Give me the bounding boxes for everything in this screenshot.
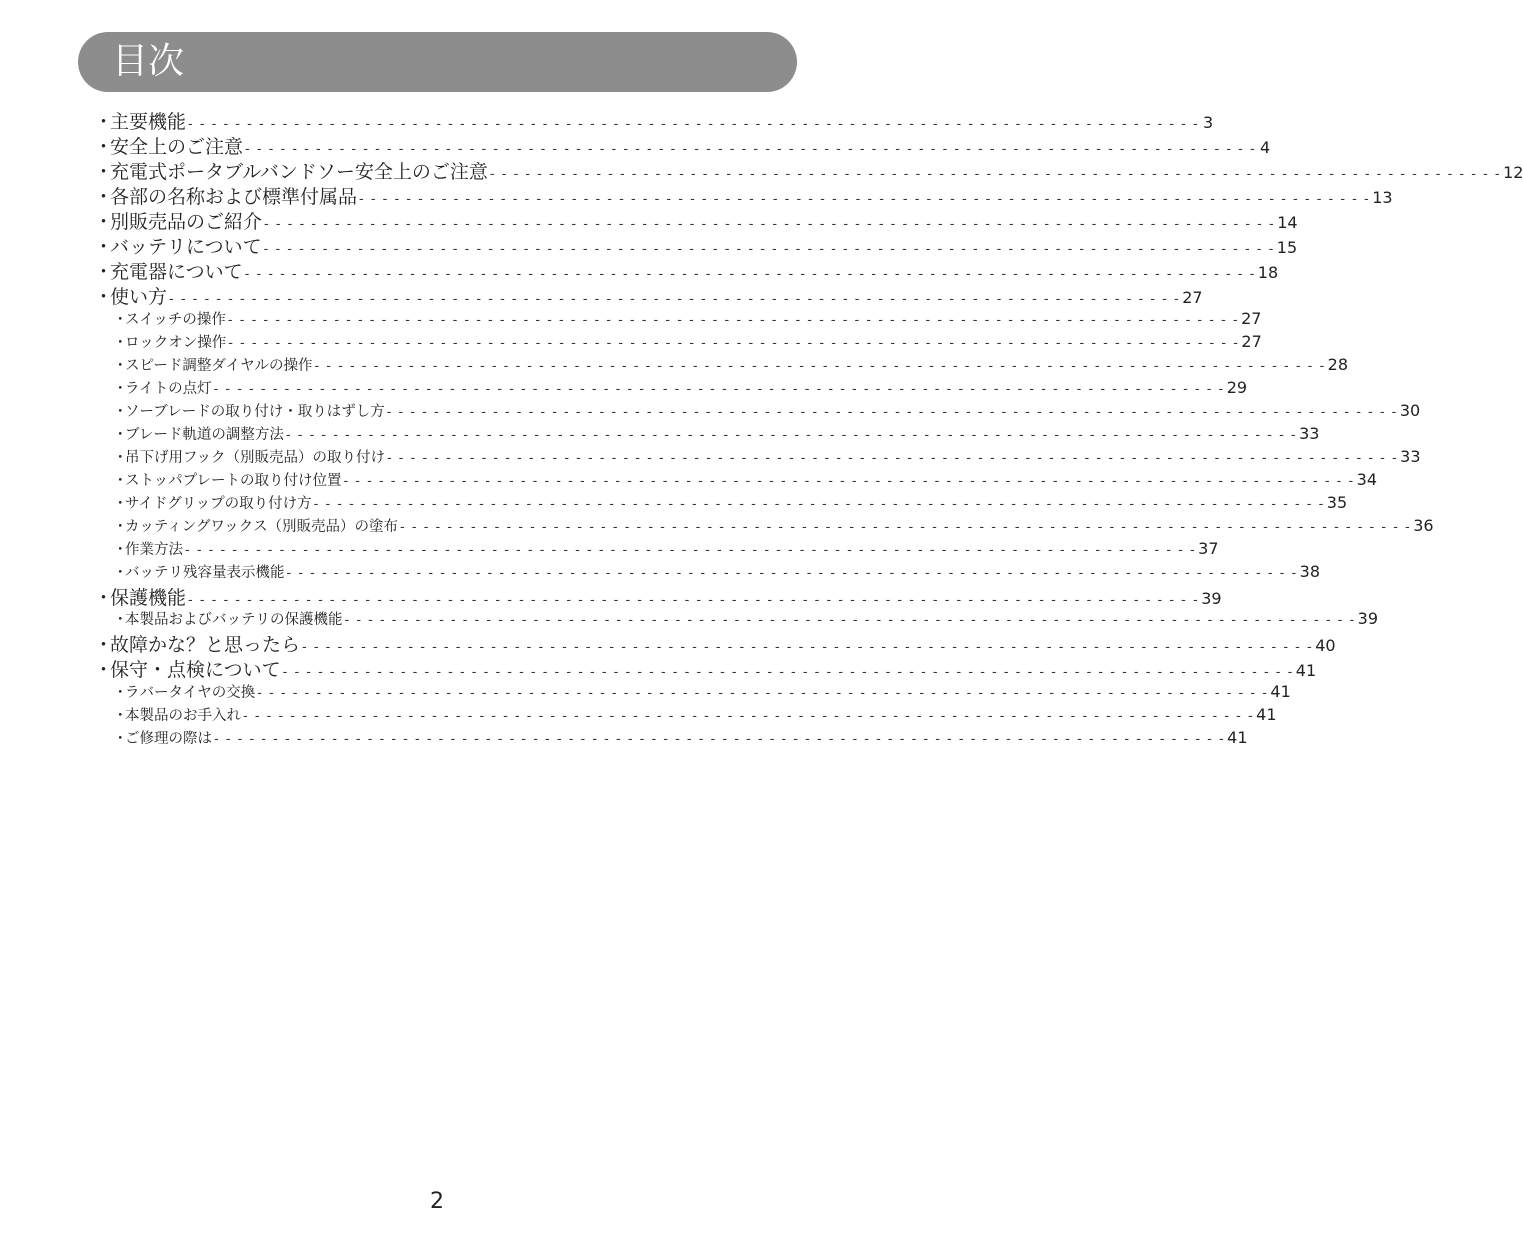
toc-bullet: ・	[94, 286, 114, 308]
toc-entry[interactable]	[113, 470, 1378, 490]
toc-page-number: 38	[1299, 562, 1321, 581]
toc-entry[interactable]	[113, 705, 1277, 725]
toc-bullet: ・	[113, 450, 128, 466]
toc-bullet: ・	[113, 335, 128, 351]
toc-bullet: ・	[113, 381, 128, 397]
toc-page-number: 36	[1413, 516, 1434, 535]
toc-leader-dots: - - - - - - - - - - - - - - - - - - - - - - - - - - - - - - - - - - - - - - - - - - - - - - - - - - - - - - - - - - - - - - - - - - - - - - - - - - - - - - - - - - - - - -	[185, 543, 1197, 558]
toc-bullet: ・	[94, 161, 114, 183]
toc-entry[interactable]	[113, 562, 1321, 582]
toc-leader-dots: - - - - - - - - - - - - - - - - - - - - - - - - - - - - - - - - - - - - - - - - - - - - - - - - - - - - - - - - - - - - - - - - - - - - - - - - - - - - - - - - - - - - - -	[257, 686, 1269, 701]
toc-leader-dots: - - - - - - - - - - - - - - - - - - - - - - - - - - - - - - - - - - - - - - - - - - - - - - - - - - - - - - - - - - - - - - - - - - - - - - - - - - - - - - - - - - - - - -	[214, 732, 1226, 747]
toc-entry[interactable]	[113, 378, 1248, 398]
toc-bullet: ・	[113, 731, 128, 747]
toc-entry[interactable]	[94, 110, 1214, 134]
toc-bullet: ・	[113, 312, 128, 328]
toc-page-number: 4	[1260, 138, 1271, 157]
toc-page-number: 30	[1399, 401, 1421, 420]
toc-label: 保護機能	[110, 587, 187, 609]
toc-label: ブレード軌道の調整方法	[125, 427, 284, 443]
toc-leader-dots: - - - - - - - - - - - - - - - - - - - - - - - - - - - - - - - - - - - - - - - - - - - - - - - - - - - - - - - - - - - - - - - - - - - - - - - - - - - - - - - - - - - - - -	[243, 709, 1255, 724]
toc-label: 故障かな？と思ったら	[110, 634, 301, 656]
toc-leader-dots: - - - - - - - - - - - - - - - - - - - - - - - - - - - - - - - - - - - - - - - - - - - - - - - - - - - - - - - - - - - - - - - - - - - - - - - - - - - - - - - - - - - - - -	[313, 497, 1325, 512]
toc-label: カッティングワックス（別販売品）の塗布	[125, 519, 399, 535]
toc-entry[interactable]	[94, 235, 1298, 259]
toc-bullet: ・	[113, 708, 128, 724]
toc-page-number: 35	[1326, 493, 1348, 512]
toc-leader-dots: - - - - - - - - - - - - - - - - - - - - - - - - - - - - - - - - - - - - - - - - - - - - - - - - - - - - - - - - - - - - - - - - - - - - - - - - - - - - - - - - - - - - - -	[188, 117, 1200, 132]
toc-entry[interactable]	[113, 539, 1219, 559]
toc-page-number: 41	[1256, 705, 1277, 724]
toc-bullet: ・	[113, 612, 128, 628]
toc-label: 本製品およびバッテリの保護機能	[125, 612, 343, 628]
toc-label: 充電器について	[110, 261, 243, 283]
header-bar	[78, 32, 797, 92]
toc-entry[interactable]	[94, 135, 1271, 159]
toc-page-number: 14	[1277, 213, 1298, 232]
toc-bullet: ・	[94, 261, 114, 283]
toc-entry[interactable]	[113, 516, 1434, 536]
toc-label: ストッパプレートの取り付け位置	[125, 473, 342, 489]
toc-bullet: ・	[113, 404, 128, 420]
toc-bullet: ・	[113, 685, 128, 701]
toc-leader-dots: - - - - - - - - - - - - - - - - - - - - - - - - - - - - - - - - - - - - - - - - - - - - - - - - - - - - - - - - - - - - - - - - - - - - - - - - - - - - - - - - - - - - - -	[400, 520, 1412, 535]
toc-entry[interactable]	[113, 447, 1421, 467]
toc-leader-dots: - - - - - - - - - - - - - - - - - - - - - - - - - - - - - - - - - - - - - - - - - - - - - - - - - - - - - - - - - - - - - - - - - - - - - - - - - - - - - - - - - - - - - -	[188, 593, 1200, 608]
toc-entry[interactable]	[113, 493, 1348, 513]
toc-bullet: ・	[113, 519, 128, 535]
toc-entry[interactable]	[113, 609, 1379, 629]
toc-bullet: ・	[113, 496, 128, 512]
toc-page-number: 39	[1201, 589, 1222, 608]
toc-label: 使い方	[110, 286, 168, 308]
toc-page-number: 41	[1295, 661, 1317, 680]
toc-entry[interactable]	[113, 332, 1262, 352]
toc-page-number: 40	[1315, 636, 1336, 655]
toc-page-number: 33	[1400, 447, 1421, 466]
toc-entry[interactable]	[113, 355, 1349, 375]
toc-page-number: 18	[1257, 263, 1279, 282]
toc-leader-dots: - - - - - - - - - - - - - - - - - - - - - - - - - - - - - - - - - - - - - - - - - - - - - - - - - - - - - - - - - - - - - - - - - - - - - - - - - - - - - - - - - - - - - -	[263, 242, 1275, 257]
toc-entry[interactable]	[94, 633, 1336, 657]
toc-bullet: ・	[113, 473, 128, 489]
page-title: 目次	[112, 41, 185, 82]
toc-page-number: 41	[1227, 728, 1248, 747]
toc-label: サイドグリップの取り付け方	[125, 496, 312, 512]
toc-page-number: 27	[1241, 332, 1262, 351]
toc-label: ロックオン操作	[125, 335, 227, 351]
toc-page-number: 34	[1356, 470, 1378, 489]
toc-leader-dots: - - - - - - - - - - - - - - - - - - - - - - - - - - - - - - - - - - - - - - - - - - - - - - - - - - - - - - - - - - - - - - - - - - - - - - - - - - - - - - - - - - - - - -	[245, 142, 1257, 157]
toc-label: ご修理の際は	[125, 731, 212, 747]
toc-leader-dots: - - - - - - - - - - - - - - - - - - - - - - - - - - - - - - - - - - - - - - - - - - - - - - - - - - - - - - - - - - - - - - - - - - - - - - - - - - - - - - - - - - - - - -	[227, 313, 1240, 328]
toc-page-number: 3	[1203, 113, 1214, 132]
toc-leader-dots: - - - - - - - - - - - - - - - - - - - - - - - - - - - - - - - - - - - - - - - - - - - - - - - - - - - - - - - - - - - - - - - - - - - - - - - - - - - - - - - - - - - - - -	[285, 428, 1298, 443]
toc-entry[interactable]	[113, 309, 1262, 329]
toc-leader-dots: - - - - - - - - - - - - - - - - - - - - - - - - - - - - - - - - - - - - - - - - - - - - - - - - - - - - - - - - - - - - - - - - - - - - - - - - - - - - - - - - - - - - - -	[343, 474, 1355, 489]
toc-label: スイッチの操作	[125, 312, 226, 328]
toc-leader-dots: - - - - - - - - - - - - - - - - - - - - - - - - - - - - - - - - - - - - - - - - - - - - - - - - - - - - - - - - - - - - - - - - - - - - - - - - - - - - - - - - - - - - - -	[244, 267, 1256, 282]
toc-label: バッテリ残容量表示機能	[125, 565, 285, 581]
toc-label: スピード調整ダイヤルの操作	[125, 358, 313, 374]
toc-entry[interactable]	[113, 682, 1291, 702]
toc-bullet: ・	[94, 634, 114, 656]
toc-entry[interactable]	[94, 210, 1298, 234]
toc-page-number: 12	[1503, 163, 1523, 182]
toc-page-number: 33	[1299, 424, 1320, 443]
toc-bullet: ・	[94, 136, 114, 158]
toc-entry[interactable]	[113, 728, 1248, 748]
toc-entry[interactable]	[113, 424, 1320, 444]
toc-entry[interactable]	[94, 586, 1222, 610]
toc-bullet: ・	[113, 358, 128, 374]
toc-leader-dots: - - - - - - - - - - - - - - - - - - - - - - - - - - - - - - - - - - - - - - - - - - - - - - - - - - - - - - - - - - - - - - - - - - - - - - - - - - - - - - - - - - - - - -	[213, 382, 1225, 397]
toc-leader-dots: - - - - - - - - - - - - - - - - - - - - - - - - - - - - - - - - - - - - - - - - - - - - - - - - - - - - - - - - - - - - - - - - - - - - - - - - - - - - - - - - - - - - - -	[386, 405, 1398, 420]
toc-page-number: 41	[1270, 682, 1291, 701]
toc-leader-dots: - - - - - - - - - - - - - - - - - - - - - - - - - - - - - - - - - - - - - - - - - - - - - - - - - - - - - - - - - - - - - - - - - - - - - - - - - - - - - - - - - - - - - -	[286, 566, 1298, 581]
toc-bullet: ・	[94, 587, 114, 609]
toc-label: 安全上のご注意	[110, 136, 244, 158]
toc-page-number: 27	[1182, 288, 1203, 307]
toc-page-number: 27	[1241, 309, 1262, 328]
toc-leader-dots: - - - - - - - - - - - - - - - - - - - - - - - - - - - - - - - - - - - - - - - - - - - - - - - - - - - - - - - - - - - - - - - - - - - - - - - - - - - - - - - - - - - - - -	[386, 451, 1399, 466]
toc-entry[interactable]	[94, 260, 1279, 284]
toc-label: ラバータイヤの交換	[125, 685, 256, 701]
toc-bullet: ・	[94, 211, 114, 233]
toc-bullet: ・	[94, 236, 114, 258]
toc-page-number: 29	[1226, 378, 1248, 397]
toc-leader-dots: - - - - - - - - - - - - - - - - - - - - - - - - - - - - - - - - - - - - - - - - - - - - - - - - - - - - - - - - - - - - - - - - - - - - - - - - - - - - - - - - - - - - - -	[282, 665, 1294, 680]
toc-label: 別販売品のご紹介	[110, 211, 263, 233]
toc-bullet: ・	[113, 542, 128, 558]
toc-bullet: ・	[94, 659, 114, 681]
toc-leader-dots: - - - - - - - - - - - - - - - - - - - - - - - - - - - - - - - - - - - - - - - - - - - - - - - - - - - - - - - - - - - - - - - - - - - - - - - - - - - - - - - - - - - - - -	[228, 336, 1240, 351]
toc-leader-dots: - - - - - - - - - - - - - - - - - - - - - - - - - - - - - - - - - - - - - - - - - - - - - - - - - - - - - - - - - - - - - - - - - - - - - - - - - - - - - - - - - - - - - -	[344, 613, 1356, 628]
toc-label: バッテリについて	[110, 236, 262, 258]
toc-label: 作業方法	[125, 542, 183, 558]
toc-leader-dots: - - - - - - - - - - - - - - - - - - - - - - - - - - - - - - - - - - - - - - - - - - - - - - - - - - - - - - - - - - - - - - - - - - - - - - - - - - - - - - - - - - - - - -	[169, 292, 1181, 307]
toc-page-number: 37	[1198, 539, 1219, 558]
toc-bullet: ・	[94, 111, 114, 133]
toc-entry[interactable]	[94, 160, 1523, 184]
toc-leader-dots: - - - - - - - - - - - - - - - - - - - - - - - - - - - - - - - - - - - - - - - - - - - - - - - - - - - - - - - - - - - - - - - - - - - - - - - - - - - - - - - - - - - - - -	[489, 167, 1502, 182]
toc-label: ライトの点灯	[125, 381, 212, 397]
page-number: 2	[430, 1189, 444, 1214]
toc-label: 保守・点検について	[110, 659, 281, 681]
toc-bullet: ・	[113, 565, 128, 581]
toc-label: ソーブレードの取り付け・取りはずし方	[125, 404, 385, 420]
toc-page-number: 15	[1276, 238, 1298, 257]
toc-leader-dots: - - - - - - - - - - - - - - - - - - - - - - - - - - - - - - - - - - - - - - - - - - - - - - - - - - - - - - - - - - - - - - - - - - - - - - - - - - - - - - - - - - - - - -	[302, 640, 1314, 655]
toc-leader-dots: - - - - - - - - - - - - - - - - - - - - - - - - - - - - - - - - - - - - - - - - - - - - - - - - - - - - - - - - - - - - - - - - - - - - - - - - - - - - - - - - - - - - - -	[314, 359, 1326, 374]
toc-page-number: 13	[1372, 188, 1393, 207]
toc-entry[interactable]	[113, 401, 1421, 421]
toc-leader-dots: - - - - - - - - - - - - - - - - - - - - - - - - - - - - - - - - - - - - - - - - - - - - - - - - - - - - - - - - - - - - - - - - - - - - - - - - - - - - - - - - - - - - - -	[359, 192, 1371, 207]
toc-entry[interactable]	[94, 658, 1317, 682]
toc-page-number: 39	[1357, 609, 1379, 628]
toc-bullet: ・	[94, 186, 114, 208]
toc-label: 各部の名称および標準付属品	[110, 186, 358, 208]
toc-leader-dots: - - - - - - - - - - - - - - - - - - - - - - - - - - - - - - - - - - - - - - - - - - - - - - - - - - - - - - - - - - - - - - - - - - - - - - - - - - - - - - - - - - - - - -	[264, 217, 1276, 232]
toc-label: 吊下げ用フック（別販売品）の取り付け	[125, 450, 385, 466]
toc-label: 主要機能	[110, 111, 187, 133]
toc-label: 本製品のお手入れ	[125, 708, 241, 724]
toc-entry[interactable]	[94, 285, 1203, 309]
toc-label: 充電式ポータブルバンドソー安全上のご注意	[110, 161, 488, 183]
toc-page-number: 28	[1327, 355, 1349, 374]
toc-bullet: ・	[113, 427, 128, 443]
toc-entry[interactable]	[94, 185, 1393, 209]
